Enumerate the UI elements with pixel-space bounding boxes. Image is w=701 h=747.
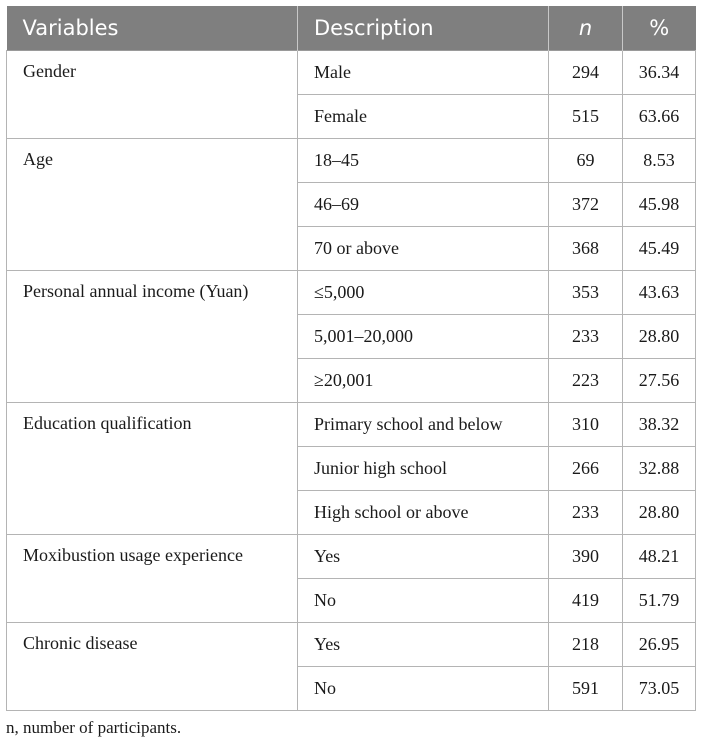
percent-cell: 73.05 <box>623 667 696 711</box>
n-cell: 223 <box>549 359 623 403</box>
n-cell: 233 <box>549 315 623 359</box>
header-percent: % <box>623 6 696 51</box>
description-cell: 5,001–20,000 <box>298 315 549 359</box>
percent-cell: 51.79 <box>623 579 696 623</box>
percent-cell: 36.34 <box>623 51 696 95</box>
description-cell: 46–69 <box>298 183 549 227</box>
table-row <box>7 403 696 447</box>
description-cell: 18–45 <box>298 139 549 183</box>
description-cell: No <box>298 579 549 623</box>
n-cell: 372 <box>549 183 623 227</box>
header-row <box>7 6 696 51</box>
variable-cell: Moxibustion usage experience <box>7 535 298 623</box>
description-cell: Female <box>298 95 549 139</box>
table-footnote: n, number of participants. <box>6 718 182 737</box>
description-cell: Yes <box>298 535 549 579</box>
table-row <box>7 51 696 95</box>
n-cell: 233 <box>549 491 623 535</box>
description-cell: Male <box>298 51 549 95</box>
percent-cell: 63.66 <box>623 95 696 139</box>
variable-cell: Personal annual income (Yuan) <box>7 271 298 403</box>
n-cell: 591 <box>549 667 623 711</box>
variable-cell: Age <box>7 139 298 271</box>
percent-cell: 26.95 <box>623 623 696 667</box>
description-cell: ≤5,000 <box>298 271 549 315</box>
n-cell: 310 <box>549 403 623 447</box>
n-cell: 390 <box>549 535 623 579</box>
percent-cell: 45.98 <box>623 183 696 227</box>
header-description: Description <box>298 6 549 51</box>
n-cell: 294 <box>549 51 623 95</box>
variable-cell: Chronic disease <box>7 623 298 711</box>
description-cell: ≥20,001 <box>298 359 549 403</box>
n-cell: 515 <box>549 95 623 139</box>
participant-characteristics-table <box>6 6 696 711</box>
table-row <box>7 139 696 183</box>
percent-cell: 32.88 <box>623 447 696 491</box>
percent-cell: 45.49 <box>623 227 696 271</box>
description-cell: Primary school and below <box>298 403 549 447</box>
n-cell: 353 <box>549 271 623 315</box>
header-n: n <box>549 6 623 51</box>
variable-cell: Gender <box>7 51 298 139</box>
description-cell: High school or above <box>298 491 549 535</box>
table-row <box>7 623 696 667</box>
header-variables: Variables <box>7 6 298 51</box>
percent-cell: 43.63 <box>623 271 696 315</box>
percent-cell: 48.21 <box>623 535 696 579</box>
description-cell: No <box>298 667 549 711</box>
n-cell: 266 <box>549 447 623 491</box>
percent-cell: 28.80 <box>623 491 696 535</box>
n-cell: 69 <box>549 139 623 183</box>
description-cell: 70 or above <box>298 227 549 271</box>
n-cell: 218 <box>549 623 623 667</box>
percent-cell: 38.32 <box>623 403 696 447</box>
description-cell: Junior high school <box>298 447 549 491</box>
variable-cell: Education qualification <box>7 403 298 535</box>
n-cell: 368 <box>549 227 623 271</box>
percent-cell: 27.56 <box>623 359 696 403</box>
description-cell: Yes <box>298 623 549 667</box>
table-row <box>7 271 696 315</box>
percent-cell: 8.53 <box>623 139 696 183</box>
n-cell: 419 <box>549 579 623 623</box>
percent-cell: 28.80 <box>623 315 696 359</box>
table-row <box>7 535 696 579</box>
